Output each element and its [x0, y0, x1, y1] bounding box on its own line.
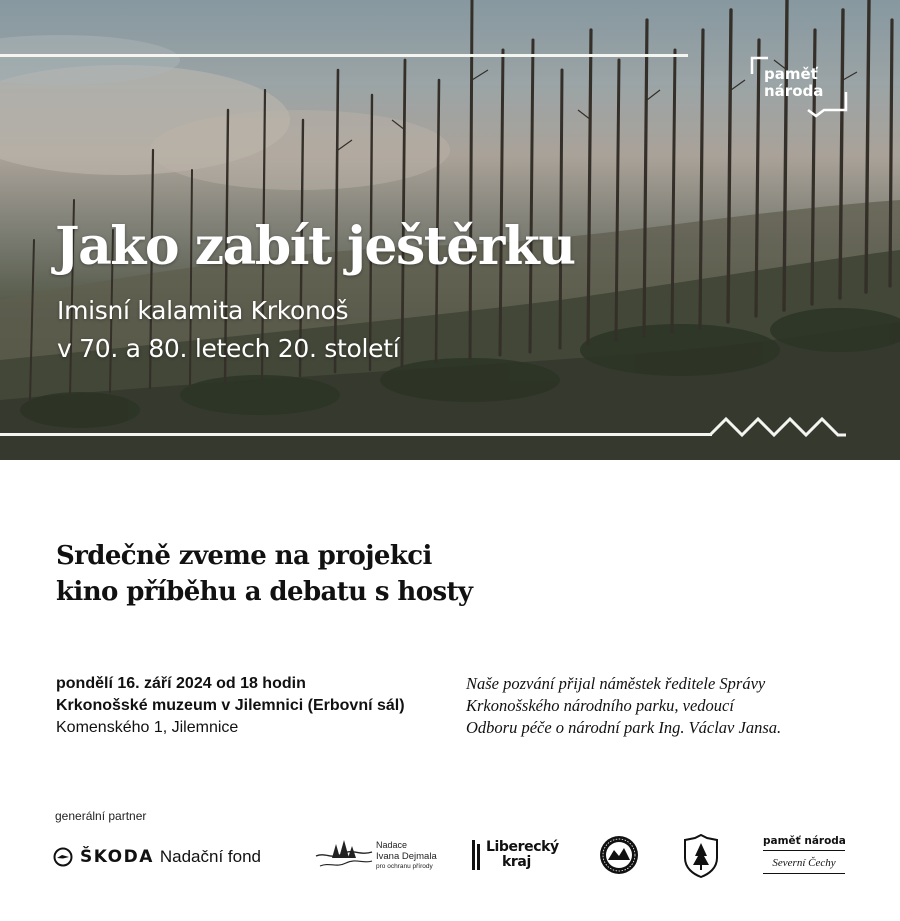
pn-sc-top-text: paměť národa — [763, 833, 845, 851]
invitation-line-2: kino příběhu a debatu s hosty — [56, 577, 473, 607]
liberecky-line-2: kraj — [502, 854, 531, 870]
dejmala-line-2: Ivana Dejmala — [376, 851, 437, 862]
skoda-emblem-icon — [53, 847, 73, 867]
guest-announcement — [466, 673, 781, 739]
invitation-line-1: Srdečně zveme na projekci — [56, 541, 432, 571]
event-venue: Krkonošské muzeum v Jilemnici (Erbovní sál) — [56, 697, 405, 714]
event-date-time: pondělí 16. září 2024 od 18 hodin — [56, 675, 306, 692]
logo-line-2: národa — [764, 82, 824, 100]
nadace-dejmala-logo — [314, 836, 437, 876]
event-details — [56, 673, 405, 739]
zigzag-decoration — [710, 416, 846, 438]
pamet-naroda-logo — [750, 56, 848, 120]
general-partner-label: generální partner — [55, 809, 147, 823]
invitation-heading — [56, 538, 472, 610]
page-title: Jako zabít ještěrku — [55, 216, 575, 277]
region-stripes-icon — [472, 840, 482, 870]
skoda-brand: ŠKODA — [80, 847, 154, 867]
krnap-seal-icon — [599, 835, 639, 875]
bird-trees-icon — [314, 836, 374, 876]
coat-of-arms-icon — [681, 834, 721, 878]
guest-line-1: Naše pozvání přijal náměstek ředitele Správy — [466, 674, 766, 693]
pamet-naroda-severni-cechy-logo — [763, 833, 845, 877]
dejmala-line-1: Nadace — [376, 840, 408, 850]
pn-sc-bottom-text: Severní Čechy — [763, 854, 845, 874]
liberecky-kraj-logo — [472, 838, 558, 872]
skoda-fund-logo — [53, 843, 261, 871]
hero-photo — [0, 0, 900, 460]
liberecky-line-1: Liberecký — [486, 839, 559, 855]
subtitle-line-2: v 70. a 80. letech 20. století — [57, 334, 400, 363]
decorative-line-top — [0, 54, 688, 57]
skoda-fund-name: Nadační fond — [159, 847, 262, 866]
decorative-line-bottom — [0, 433, 712, 436]
guest-line-2: Krkonošského národního parku, vedoucí — [466, 696, 734, 715]
dejmala-line-3: pro ochranu přírody — [376, 863, 433, 870]
subtitle-line-1: Imisní kalamita Krkonoš — [57, 296, 349, 325]
guest-line-3: Odboru péče o národní park Ing. Václav Jansa. — [466, 718, 782, 737]
logo-line-1: paměť — [764, 65, 818, 83]
event-address: Komenského 1, Jilemnice — [56, 719, 239, 736]
